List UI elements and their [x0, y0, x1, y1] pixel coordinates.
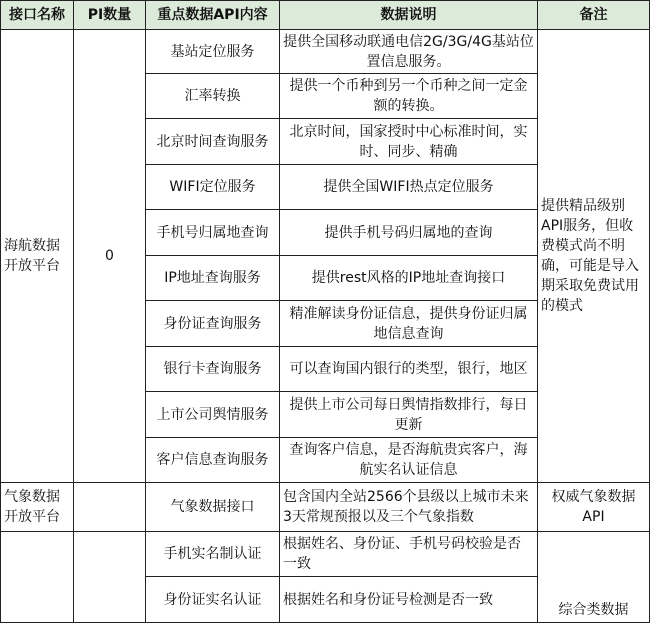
- pi-count-cell: 0: [74, 30, 146, 483]
- desc-cell: 可以查询国内银行的类型，银行，地区: [280, 347, 538, 392]
- api-cell: 银行卡查询服务: [146, 347, 280, 392]
- note-cell: 权威气象数据API: [538, 483, 650, 532]
- desc-cell: 根据姓名和身份证号检测是否一致: [280, 577, 538, 623]
- api-cell: IP地址查询服务: [146, 256, 280, 301]
- header-api: 重点数据API内容: [146, 1, 280, 30]
- desc-cell: 包含国内全站2566个县级以上城市未来3天常规预报以及三个气象指数: [280, 483, 538, 532]
- platform-name-cell: 气象数据开放平台: [1, 483, 74, 532]
- header-desc: 数据说明: [280, 1, 538, 30]
- platform-name-cell: 海航数据开放平台: [1, 30, 74, 483]
- header-name: 接口名称: [1, 1, 74, 30]
- table-row: [1, 483, 650, 532]
- desc-cell: 提供rest风格的IP地址查询接口: [280, 256, 538, 301]
- table-row: [1, 30, 650, 74]
- desc-cell: 查询客户信息，是否海航贵宾客户，海航实名认证信息: [280, 438, 538, 483]
- api-cell: 手机实名制认证: [146, 532, 280, 577]
- table-row: [1, 532, 650, 577]
- api-cell: WIFI定位服务: [146, 165, 280, 210]
- note-cell: 综合类数据: [538, 532, 650, 623]
- desc-cell: 提供全国WIFI热点定位服务: [280, 165, 538, 210]
- header-note: 备注: [538, 1, 650, 30]
- api-cell: 手机号归属地查询: [146, 210, 280, 256]
- api-cell: 气象数据接口: [146, 483, 280, 532]
- platform-name-cell: [1, 532, 74, 623]
- api-cell: 基站定位服务: [146, 30, 280, 74]
- api-cell: 北京时间查询服务: [146, 119, 280, 165]
- api-cell: 身份证实名认证: [146, 577, 280, 623]
- desc-cell: 根据姓名、身份证、手机号码校验是否一致: [280, 532, 538, 577]
- desc-cell: 提供全国移动联通电信2G/3G/4G基站位置信息服务。: [280, 30, 538, 74]
- header-row: [1, 1, 650, 30]
- api-cell: 客户信息查询服务: [146, 438, 280, 483]
- api-cell: 汇率转换: [146, 74, 280, 119]
- desc-cell: 提供一个币种到另一个币种之间一定金额的转换。: [280, 74, 538, 119]
- desc-cell: 精准解读身份证信息，提供身份证归属地信息查询: [280, 301, 538, 347]
- desc-cell: 提供手机号码归属地的查询: [280, 210, 538, 256]
- header-pi: PI数量: [74, 1, 146, 30]
- note-cell: 提供精品级别API服务，但收费模式尚不明确，可能是导入期采取免费试用的模式: [538, 30, 650, 483]
- pi-count-cell: [74, 483, 146, 532]
- api-cell: 上市公司舆情服务: [146, 392, 280, 438]
- pi-count-cell: [74, 532, 146, 623]
- api-cell: 身份证查询服务: [146, 301, 280, 347]
- desc-cell: 提供上市公司每日舆情指数排行，每日更新: [280, 392, 538, 438]
- desc-cell: 北京时间，国家授时中心标准时间，实时、同步、精确: [280, 119, 538, 165]
